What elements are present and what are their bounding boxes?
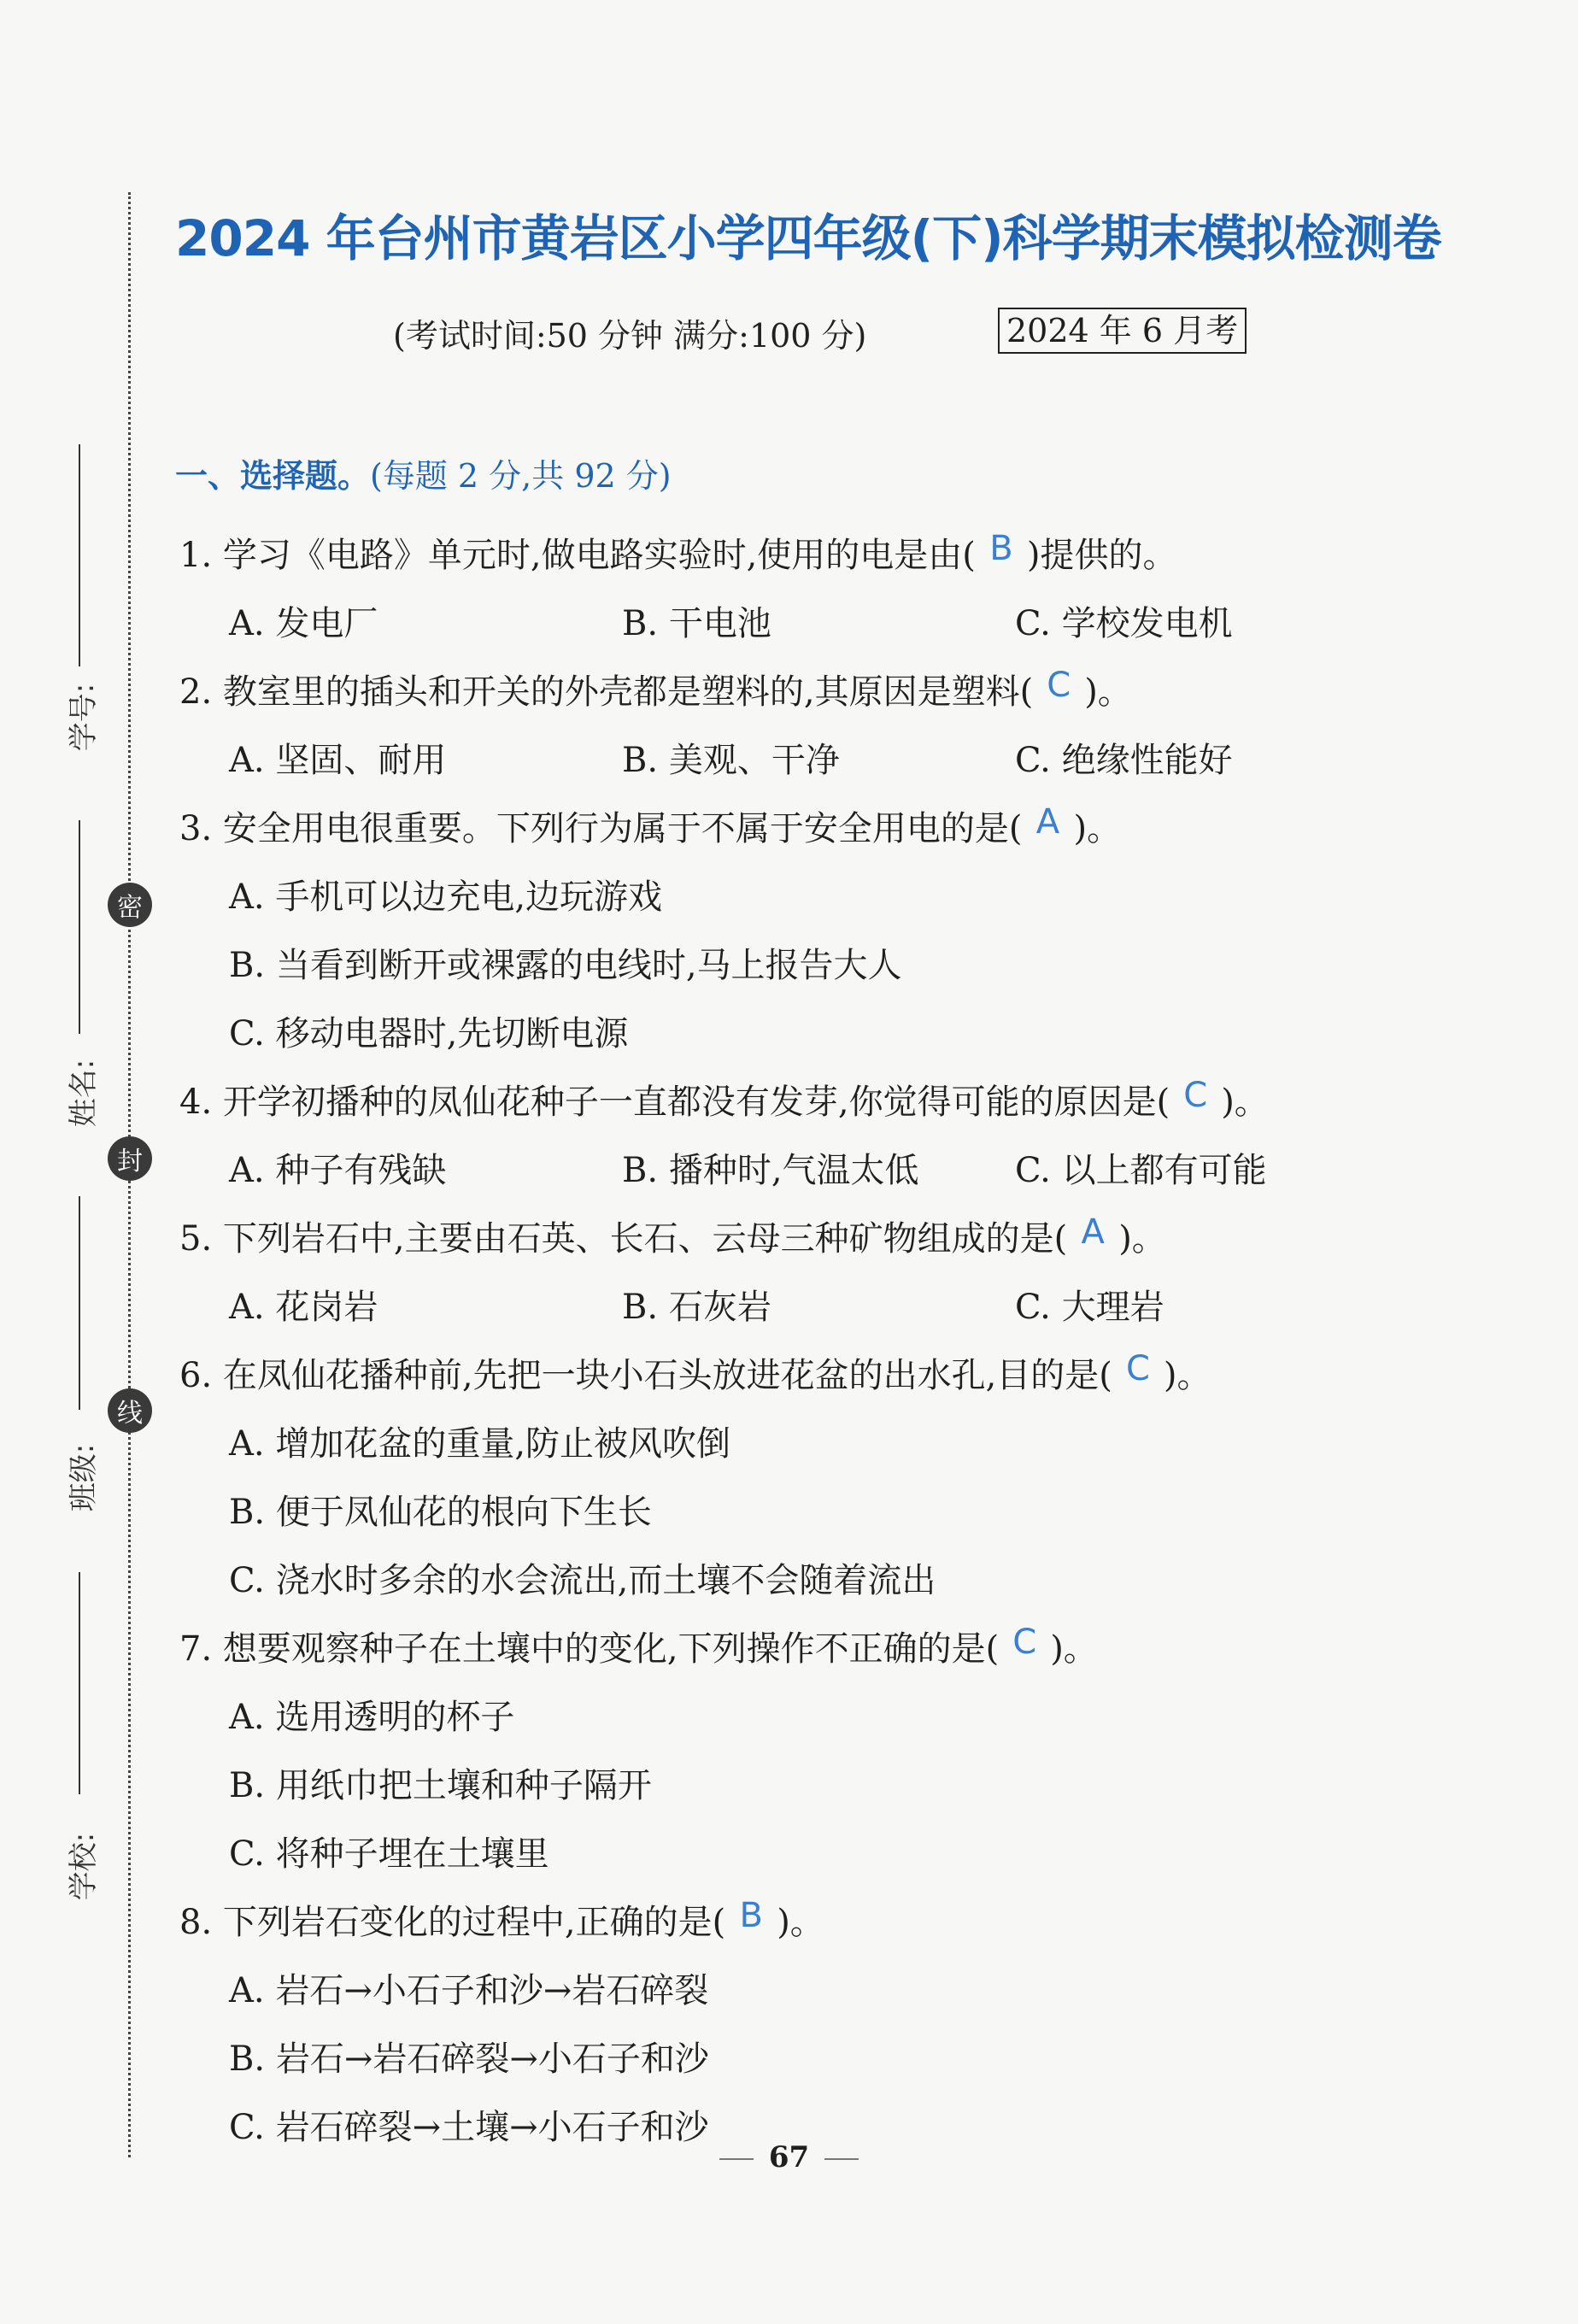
student-id-line [79,444,80,666]
answer-mark: B [989,529,1013,568]
question-2 [179,665,1132,713]
answer-mark: B [739,1896,763,1935]
page-title: 2024 年台州市黄岩区小学四年级(下)科学期末模拟检测卷 [175,209,1441,267]
option-c: C. 绝缘性能好 [1015,741,1233,780]
question-text-end: )提供的。 [1026,536,1177,575]
question-text-end: )。 [1221,1083,1269,1122]
question-text-end: )。 [1084,672,1132,712]
option-a: A. 坚固、耐用 [229,741,447,780]
option-c: C. 将种子埋在土壤里 [229,1834,549,1874]
option-a: A. 发电厂 [229,604,378,643]
question-text: 5. 下列岩石中,主要由石英、长石、云母三种矿物组成的是( [179,1219,1068,1259]
question-text: 6. 在凤仙花播种前,先把一块小石头放进花盆的出水孔,目的是( [179,1356,1112,1395]
question-text-end: )。 [777,1903,824,1942]
question-4 [179,1075,1269,1124]
question-6 [179,1348,1211,1397]
question-7 [179,1622,1098,1670]
option-c: C. 浇水时多余的水会流出,而土壤不会随着流出 [229,1561,936,1600]
school-label: 学校: [67,1832,102,1901]
answer-mark: C [1012,1623,1037,1662]
question-text: 4. 开学初播种的凤仙花种子一直都没有发芽,你觉得可能的原因是( [179,1083,1170,1122]
seal-feng: 封 [108,1136,152,1181]
option-a: A. 种子有残缺 [229,1151,447,1190]
option-b: B. 美观、干净 [622,741,840,780]
option-b: B. 岩石→岩石碎裂→小石子和沙 [229,2039,709,2079]
option-c: C. 学校发电机 [1015,604,1233,643]
school-line [79,1572,80,1794]
question-text-end: )。 [1118,1219,1166,1259]
section-scoring-note: (每题 2 分,共 92 分) [370,457,672,495]
option-b: B. 播种时,气温太低 [622,1151,919,1190]
section-title: 一、选择题。 [175,457,371,495]
option-c: C. 以上都有可能 [1015,1151,1267,1190]
answer-mark: C [1125,1349,1150,1388]
question-3 [179,801,1121,850]
question-text: 2. 教室里的插头和开关的外壳都是塑料的,其原因是塑料( [179,672,1034,712]
question-text: 1. 学习《电路》单元时,做电路实验时,使用的电是由( [179,536,976,575]
option-a: A. 岩石→小石子和沙→岩石碎裂 [229,1971,709,2010]
exam-date-box: 2024 年 6 月考 [998,308,1247,354]
class-line [79,1196,80,1410]
page-number-dash-right [824,2158,859,2160]
option-b: B. 干电池 [622,604,771,643]
page-number-text: 67 [768,2140,810,2174]
option-c: C. 岩石碎裂→土壤→小石子和沙 [229,2108,709,2147]
page-number-dash-left [719,2158,754,2160]
option-b: B. 用纸巾把土壤和种子隔开 [229,1766,652,1805]
option-a: A. 花岗岩 [229,1288,378,1327]
question-text-end: )。 [1163,1356,1211,1395]
question-text-end: )。 [1073,809,1122,848]
question-8 [179,1895,824,1944]
page-number [0,2140,1578,2174]
class-label: 班级: [67,1443,102,1512]
option-a: A. 手机可以边充电,边玩游戏 [229,877,663,917]
seal-mi: 密 [108,883,152,927]
question-text-end: )。 [1050,1629,1098,1669]
name-line [79,820,80,1034]
option-c: C. 移动电器时,先切断电源 [229,1014,629,1053]
option-b: B. 石灰岩 [622,1288,771,1327]
answer-mark: C [1183,1076,1208,1115]
seal-xian: 线 [108,1388,152,1433]
exam-info: (考试时间:50 分钟 满分:100 分) [393,317,867,355]
question-text: 8. 下列岩石变化的过程中,正确的是( [179,1903,726,1942]
question-text: 7. 想要观察种子在土壤中的变化,下列操作不正确的是( [179,1629,1000,1669]
option-a: A. 选用透明的杯子 [229,1698,515,1737]
name-label: 姓名: [67,1059,102,1128]
answer-mark: C [1047,666,1071,705]
section-heading [175,449,672,496]
option-c: C. 大理岩 [1015,1288,1164,1327]
option-b: B. 当看到断开或裸露的电线时,马上报告大人 [229,946,902,985]
question-text: 3. 安全用电很重要。下列行为属于不属于安全用电的是( [179,809,1023,848]
student-id-label: 学号: [67,683,102,752]
question-1 [179,528,1177,577]
option-a: A. 增加花盆的重量,防止被风吹倒 [229,1424,731,1464]
question-5 [179,1212,1166,1260]
answer-mark: A [1081,1212,1105,1252]
answer-mark: A [1035,802,1060,842]
option-b: B. 便于凤仙花的根向下生长 [229,1493,652,1532]
